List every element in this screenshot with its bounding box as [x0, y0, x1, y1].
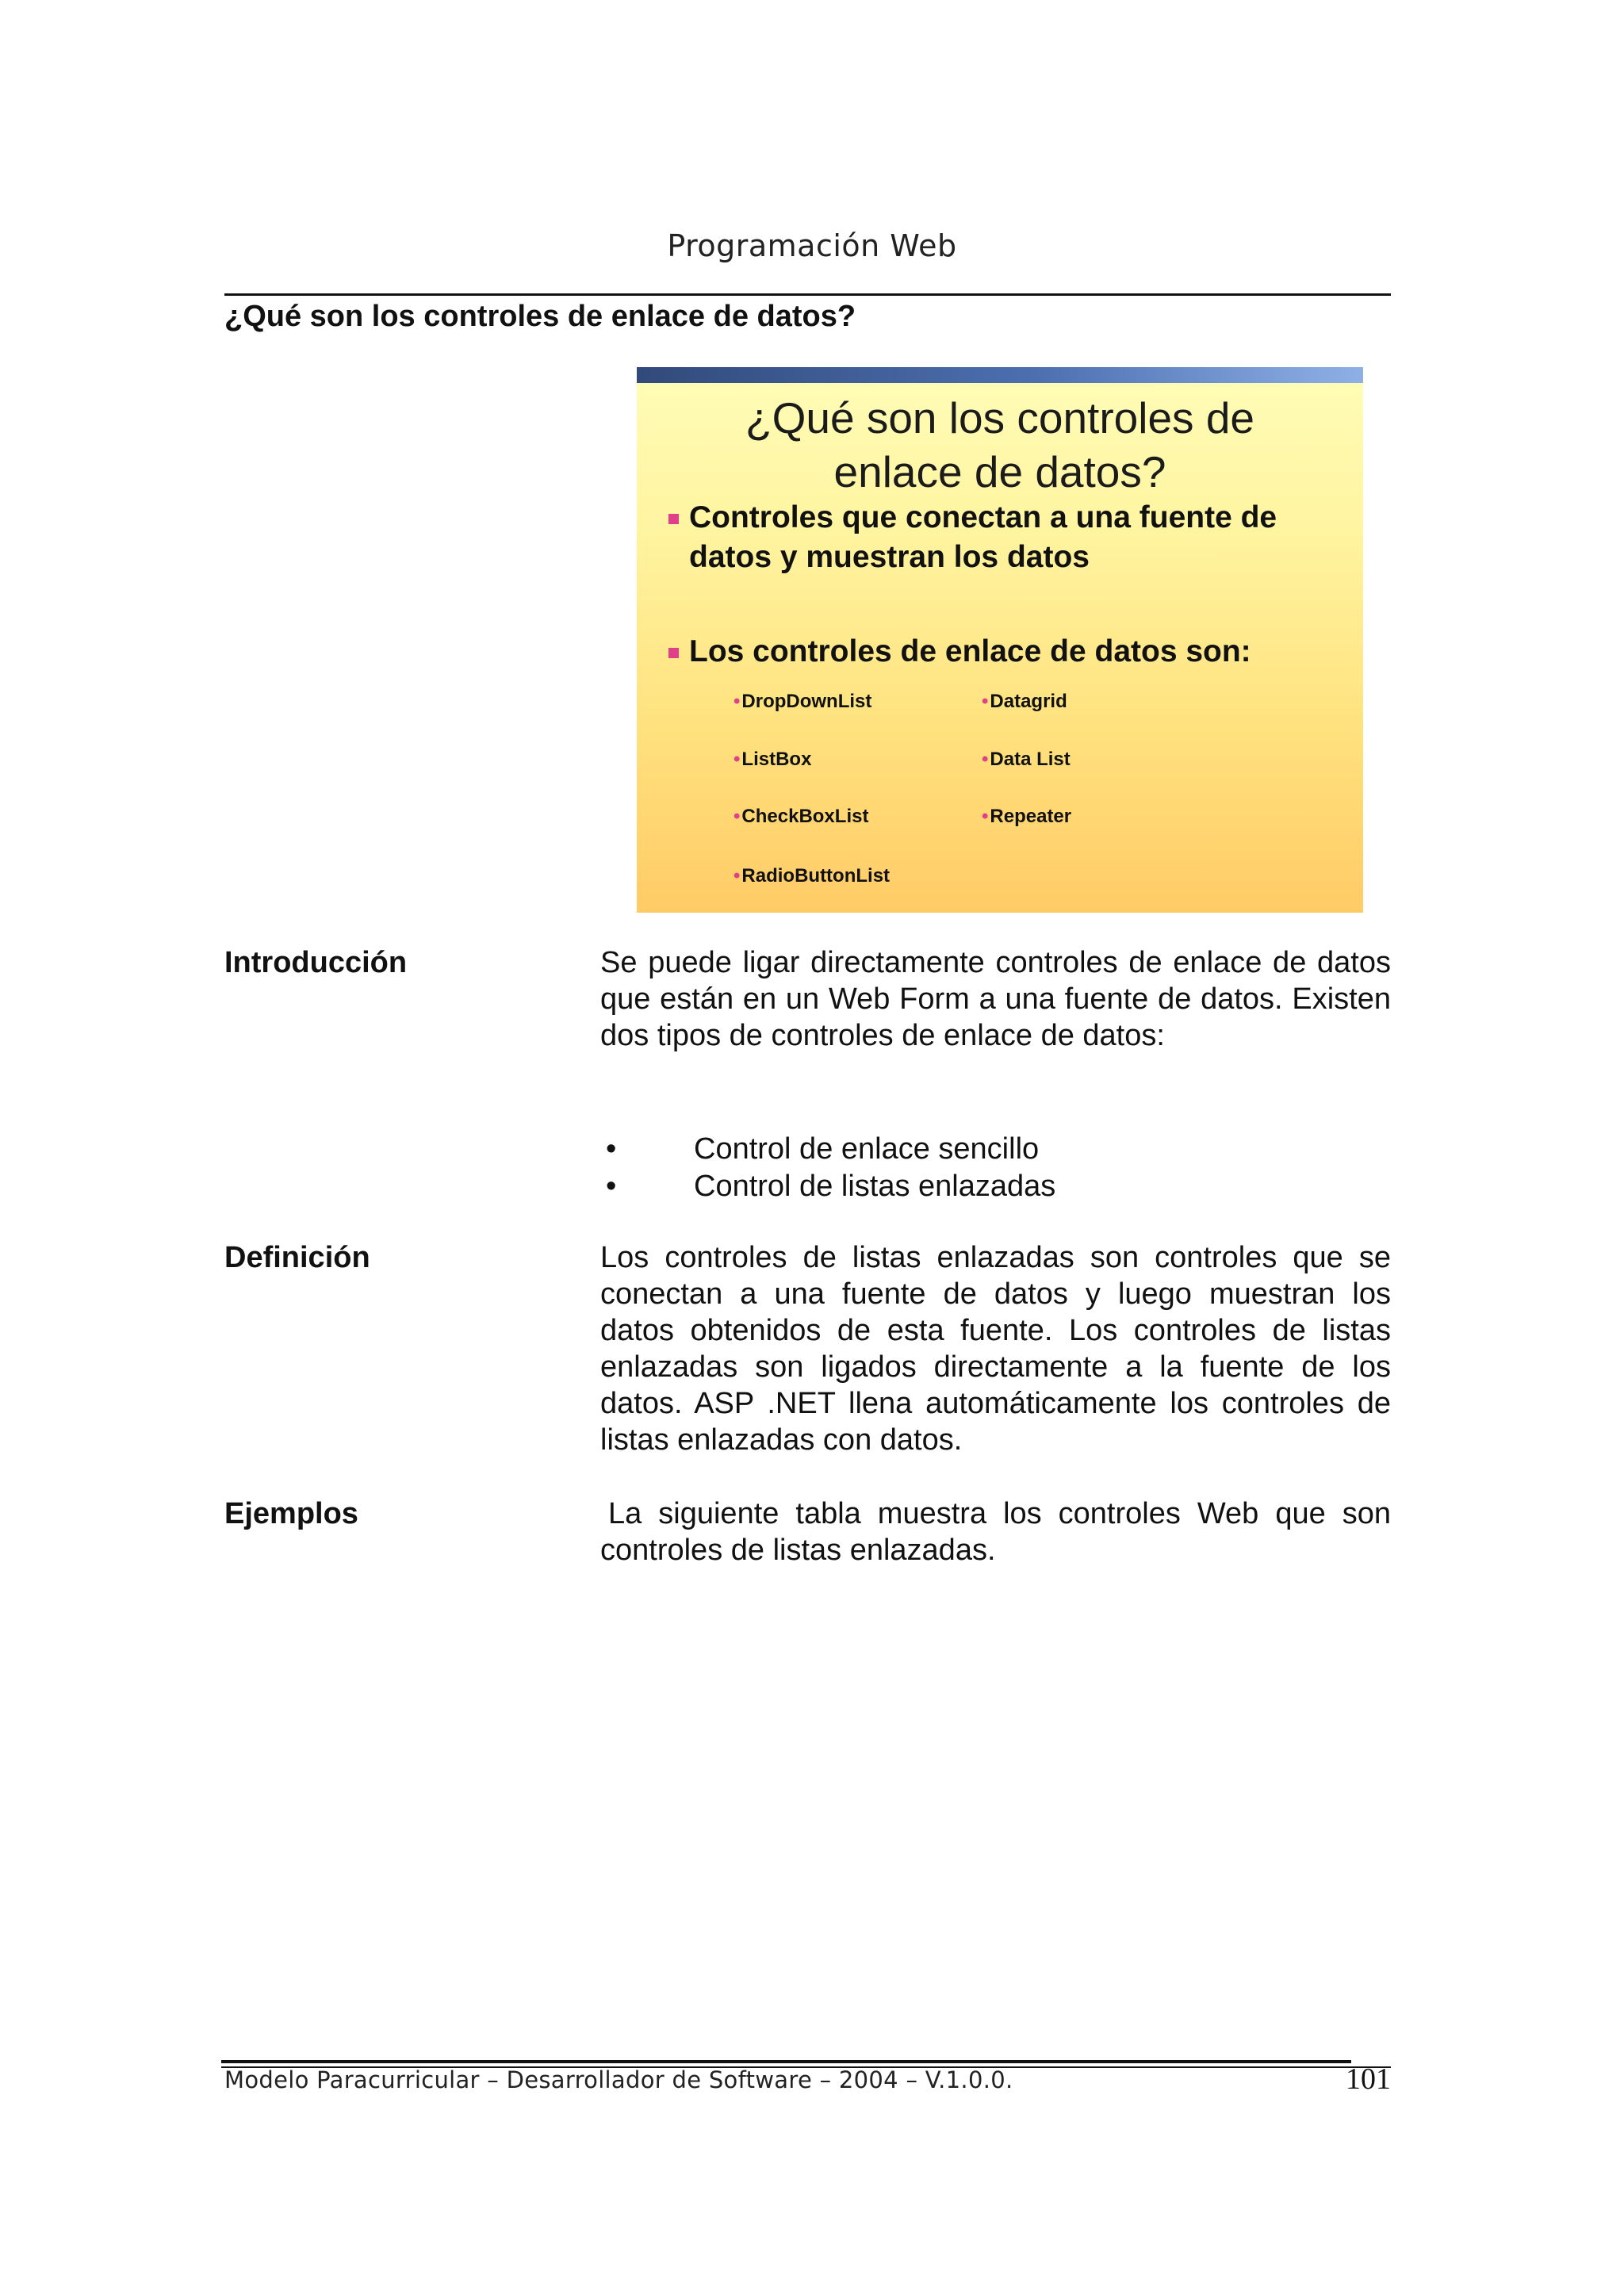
section-title: ¿Qué son los controles de enlace de datos? — [224, 300, 856, 333]
introduccion-bullet-list — [600, 1131, 1391, 1205]
dot-bullet-icon: • — [733, 749, 741, 770]
control-item: •Repeater — [982, 806, 1072, 827]
square-bullet-icon — [668, 648, 679, 658]
introduccion-label: Introducción — [224, 946, 408, 979]
slide-bullet-2-text: Los controles de enlace de datos son: — [689, 634, 1251, 668]
running-header: Programación Web — [667, 228, 957, 263]
slide-bullet-1-line2: datos y muestran los datos — [689, 540, 1090, 574]
footer-rule-thick — [221, 2060, 1351, 2063]
list-item: • Control de listas enlazadas — [600, 1168, 1391, 1205]
control-item: •CheckBoxList — [733, 806, 869, 827]
bullet-icon: • — [606, 1170, 617, 1203]
dot-bullet-icon: • — [733, 691, 741, 712]
dot-bullet-icon: • — [982, 806, 989, 827]
control-item: •ListBox — [733, 749, 812, 770]
ejemplos-label: Ejemplos — [224, 1497, 358, 1530]
header-rule — [224, 293, 1391, 296]
control-item: •Datagrid — [982, 691, 1067, 712]
definicion-label: Definición — [224, 1241, 370, 1274]
slide-image — [637, 367, 1363, 913]
control-item: •DropDownList — [733, 691, 872, 712]
slide-title-line1: ¿Qué son los controles de — [745, 393, 1254, 442]
footer-text: Modelo Paracurricular – Desarrollador de Software – 2004 – V.1.0.0. — [224, 2066, 1013, 2093]
slide-bullet-1-line1: Controles que conectan a una fuente de — [689, 500, 1277, 534]
dot-bullet-icon: • — [982, 691, 989, 712]
ejemplos-text: La siguiente tabla muestra los controles Web que son controles de listas enlazadas. — [600, 1497, 1391, 1567]
control-item: •RadioButtonList — [733, 865, 891, 887]
dot-bullet-icon: • — [733, 865, 741, 887]
definicion-text: Los controles de listas enlazadas son controles que se conectan a una fuente de datos y luego muestran los datos obtenidos de esta fuente. Los controles de listas enlazadas son ligados directamente a la fuente de los datos. ASP .NET llena automáticamente los controles de listas enlazadas con datos. — [600, 1241, 1391, 1457]
page-number: 101 — [1346, 2062, 1391, 2096]
slide-title — [668, 391, 1331, 499]
square-bullet-icon — [668, 514, 679, 524]
bullet-icon: • — [606, 1132, 617, 1166]
slide-top-bar — [637, 367, 1363, 383]
introduccion-text: Se puede ligar directamente controles de enlace de datos que están en un Web Form a una fuente de datos. Existen dos tipos de controles de enlace de datos: — [600, 946, 1391, 1052]
dot-bullet-icon: • — [733, 806, 741, 827]
slide-bullet-1 — [668, 498, 1342, 577]
list-item: • Control de enlace sencillo — [600, 1131, 1391, 1168]
slide-bullet-2 — [668, 632, 1342, 672]
dot-bullet-icon: • — [982, 749, 989, 770]
slide-title-line2: enlace de datos? — [833, 447, 1166, 496]
control-item: •Data List — [982, 749, 1071, 770]
